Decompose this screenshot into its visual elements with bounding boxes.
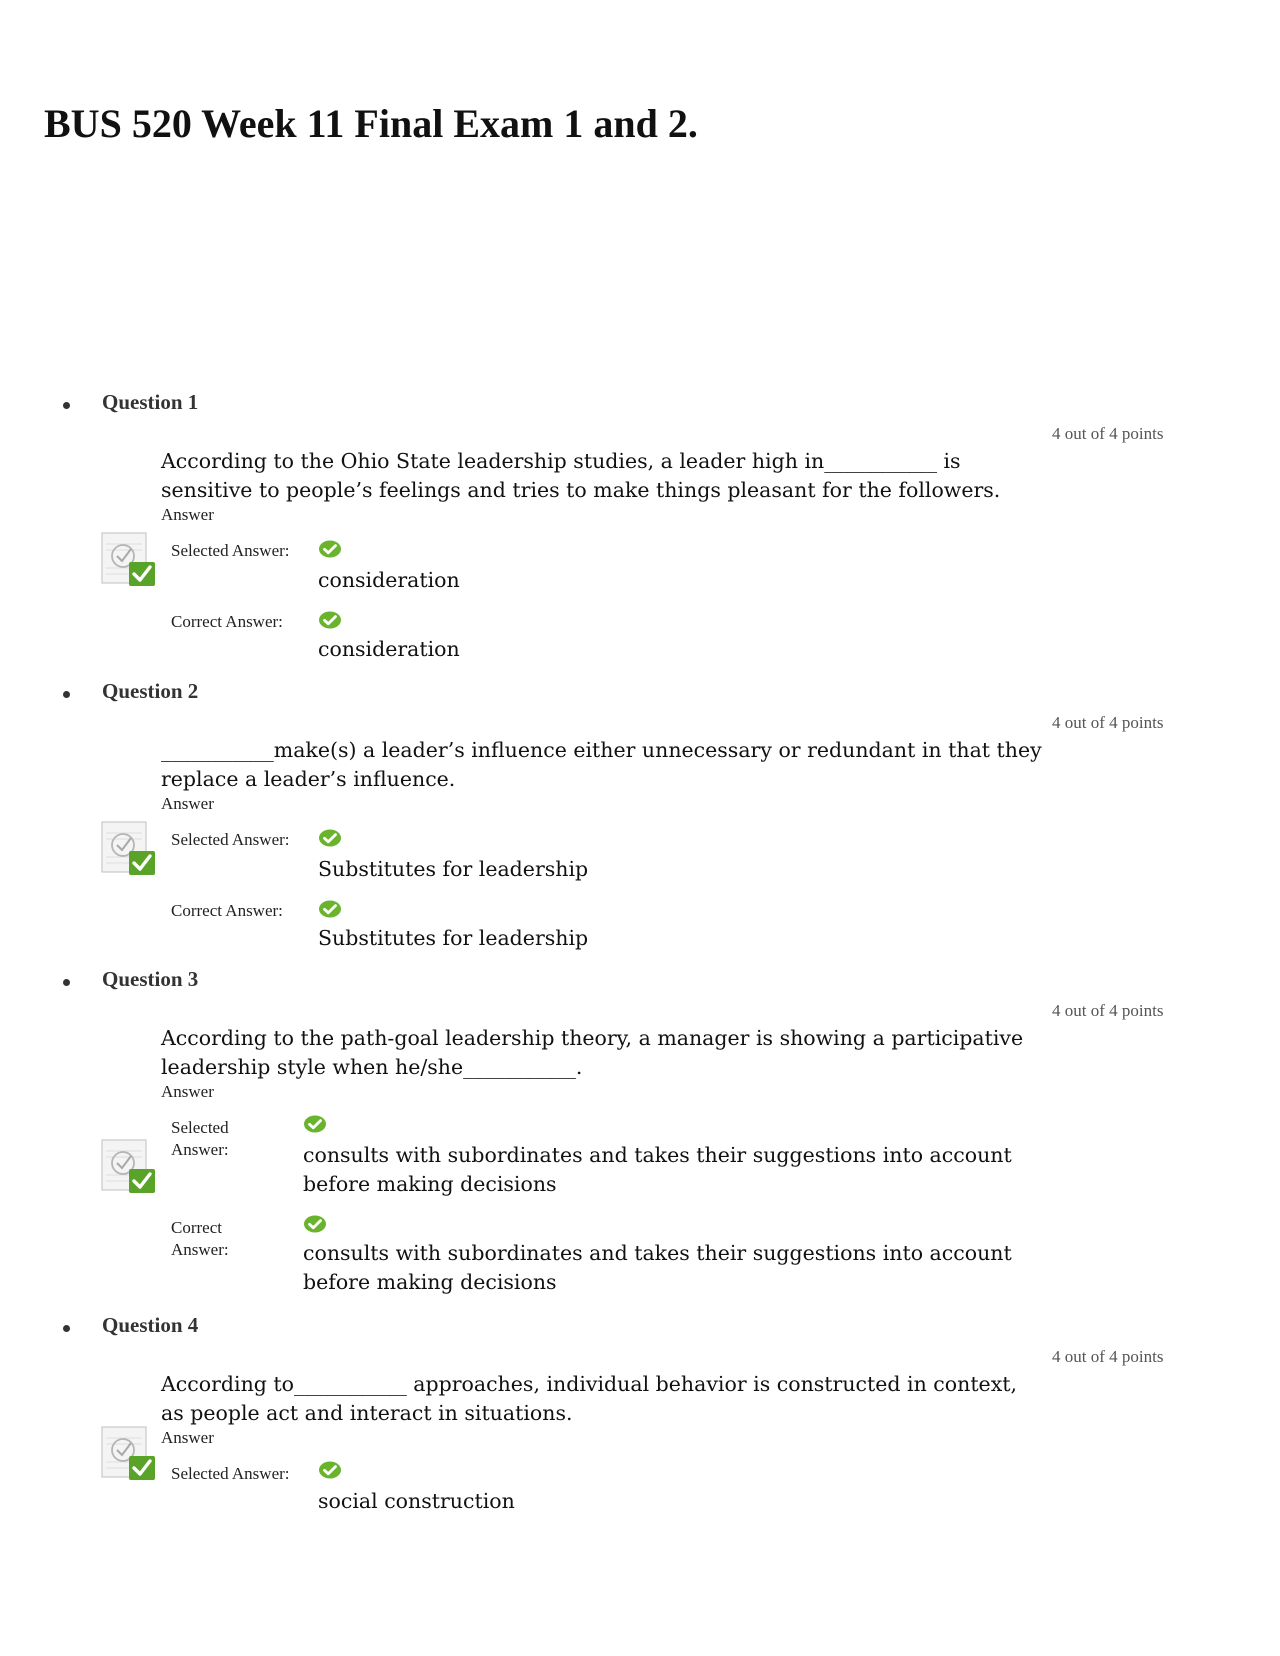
answer-label: Answer	[161, 505, 214, 524]
check-icon	[318, 540, 342, 558]
question-heading: Question 3	[102, 967, 199, 991]
bullet-icon	[63, 979, 70, 986]
question-text: According to the path-goal leadership theory, a manager is showing a participative leadership style when he/she___________.	[161, 1026, 1024, 1079]
check-icon	[303, 1215, 327, 1233]
question-text: According to the Ohio State leadership studies, a leader high in___________ is sensitive to people’s feelings and tries to make things pleasant for the followers.	[161, 449, 1001, 502]
question-heading: Question 1	[102, 390, 199, 414]
correct-status-icon	[101, 821, 157, 877]
check-icon	[303, 1115, 327, 1133]
selected-answer-value: consults with subordinates and takes their suggestions into account before making decisions	[303, 1143, 1012, 1196]
selected-answer-value: social construction	[318, 1489, 515, 1513]
answer-label: Answer	[161, 1428, 214, 1447]
correct-status-icon	[101, 532, 157, 588]
correct-answer-label: Correct Answer:	[171, 901, 283, 920]
selected-answer-label: Selected Answer:	[171, 1464, 290, 1483]
page-title: BUS 520 Week 11 Final Exam 1 and 2.	[44, 101, 698, 146]
bullet-icon	[63, 402, 70, 409]
question-heading: Question 4	[102, 1313, 199, 1337]
selected-answer-label: Selected Answer:	[171, 1118, 229, 1159]
correct-answer-value: consults with subordinates and takes their suggestions into account before making decisions	[303, 1241, 1012, 1294]
check-icon	[318, 900, 342, 918]
correct-status-icon	[101, 1426, 157, 1482]
question-points: 4 out of 4 points	[1052, 424, 1164, 443]
question-text: According to___________ approaches, individual behavior is constructed in context, as people act and interact in situations.	[161, 1372, 1018, 1425]
question-points: 4 out of 4 points	[1052, 1001, 1164, 1020]
answer-label: Answer	[161, 1082, 214, 1101]
correct-answer-value: Substitutes for leadership	[318, 926, 589, 950]
check-icon	[318, 829, 342, 847]
selected-answer-value: consideration	[318, 568, 460, 592]
selected-answer-label: Selected Answer:	[171, 830, 290, 849]
correct-answer-label: Correct Answer:	[171, 612, 283, 631]
bullet-icon	[63, 1325, 70, 1332]
check-icon	[318, 1461, 342, 1479]
correct-answer-label: Correct Answer:	[171, 1218, 229, 1259]
question-points: 4 out of 4 points	[1052, 1347, 1164, 1366]
question-points: 4 out of 4 points	[1052, 713, 1164, 732]
selected-answer-label: Selected Answer:	[171, 541, 290, 560]
correct-answer-value: consideration	[318, 637, 460, 661]
answer-label: Answer	[161, 794, 214, 813]
correct-status-icon	[101, 1139, 157, 1195]
bullet-icon	[63, 691, 70, 698]
question-heading: Question 2	[102, 679, 199, 703]
check-icon	[318, 611, 342, 629]
question-text: ___________make(s) a leader’s influence either unnecessary or redundant in that they replace a leader’s influence.	[161, 738, 1042, 791]
selected-answer-value: Substitutes for leadership	[318, 857, 589, 881]
